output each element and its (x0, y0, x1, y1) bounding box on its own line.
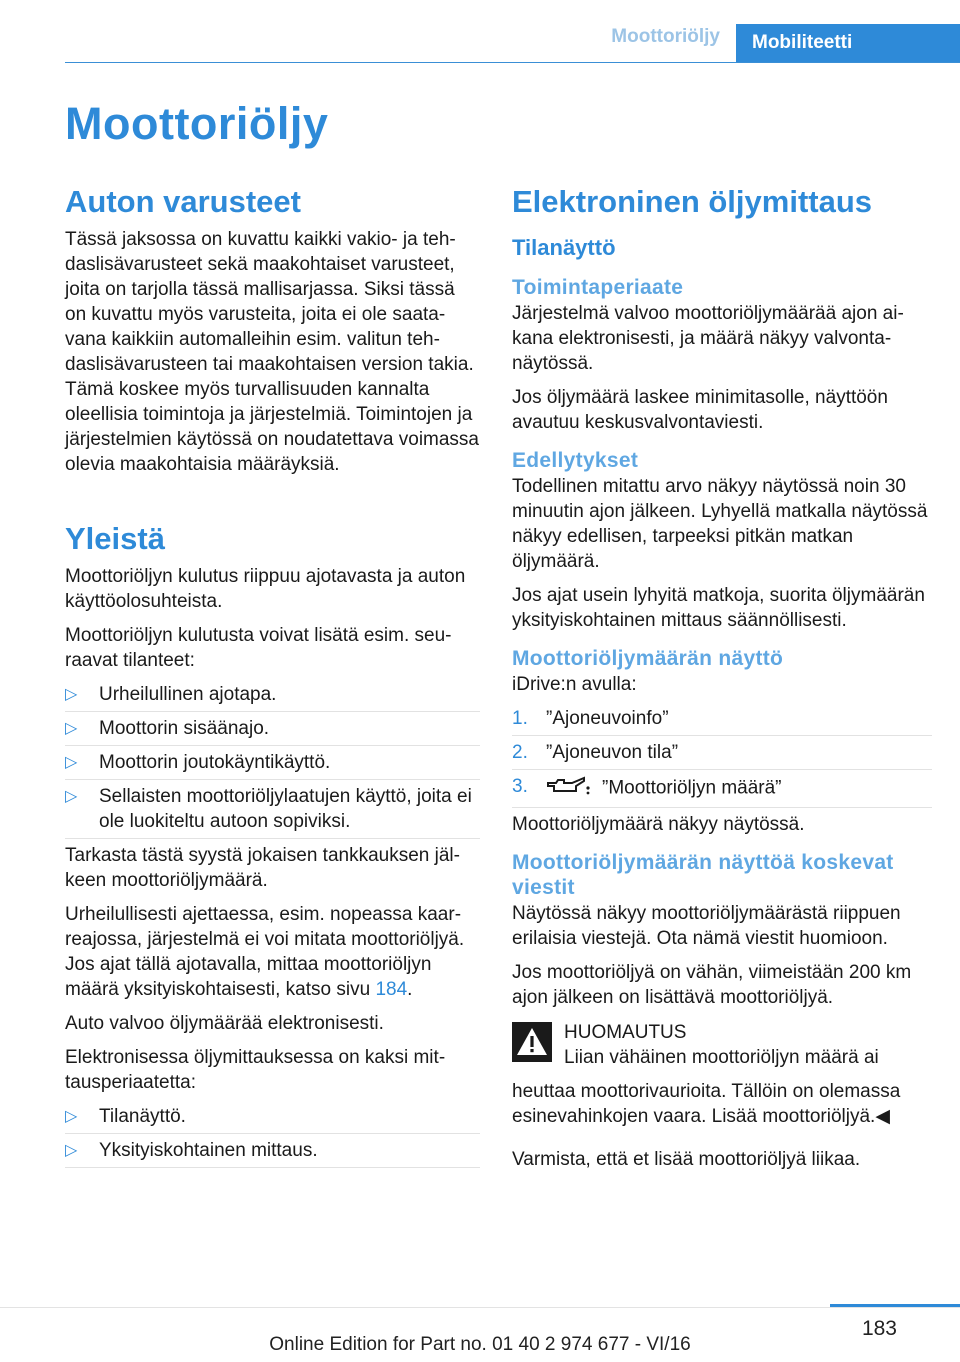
oil-level-display-heading: Moottoriöljymäärän näyttö (512, 647, 784, 670)
bullet-arrow-icon: ▷ (65, 720, 78, 737)
bullet-arrow-icon: ▷ (65, 686, 78, 703)
list-item: ▷ Sellaisten moottoriöljylaatujen käyttö, joita ei ole luokiteltu autoon sopiviksi. (65, 784, 480, 834)
general-paragraph: Auto valvoo öljymäärää elektronisesti. (65, 1013, 384, 1034)
list-item: ▷ Urheilullinen ajotapa. (65, 682, 480, 707)
general-paragraph: Elektronisessa öljymittauksessa on kaksi mittausperiaatetta: (65, 1047, 446, 1093)
idrive-intro: iDrive:n avulla: (512, 674, 637, 695)
status-display-heading: Tilanäyttö (512, 235, 616, 260)
requirements-paragraph: Jos ajat usein lyhyitä matkoja, suorita öljymäärän yksityiskohtainen mittaus säännöllisesti. (512, 585, 925, 631)
section-tab[interactable]: Moottoriöljy (611, 26, 720, 47)
oil-can-icon (546, 774, 592, 803)
footer-accent-bar (830, 1304, 960, 1307)
page-title: Moottoriöljy (65, 98, 329, 149)
bullet-arrow-icon: ▷ (65, 788, 78, 805)
final-paragraph: Varmista, että et lisää moottoriöljyä liikaa. (512, 1149, 861, 1170)
header-divider (65, 62, 960, 63)
general-paragraph: Urheilullisesti ajettaessa, esim. nopeassa kaarreajossa, järjestelmä ei voi mitata moottoriöljyä. Jos ajat tällä ajotavalla, mittaa moottoriöljyn määrä yksityiskohtaisesti, katso sivu 184. (65, 904, 465, 1000)
bullet-arrow-icon: ▷ (65, 1142, 78, 1159)
general-paragraph: Tarkasta tästä syystä jokaisen tankkauksen jälkeen moottoriöljymäärä. (65, 845, 460, 891)
bullet-arrow-icon: ▷ (65, 1108, 78, 1125)
principle-heading: Toimintaperiaate (512, 276, 684, 299)
list-item: 2. ”Ajoneuvon tila” (512, 740, 932, 765)
warning-text-continued: heuttaa moottorivaurioita. Tällöin on olemassa esinevahinkojen vaara. Lisää moottoriöljyä.◀ (512, 1081, 901, 1127)
list-item: 3. ”Moottoriöljyn määrä” (512, 774, 932, 803)
page-number: 183 (861, 1317, 897, 1340)
general-heading: Yleistä (65, 521, 165, 556)
requirements-heading: Edellytykset (512, 449, 639, 472)
consumption-factors-list (65, 682, 480, 834)
left-column (65, 182, 480, 1172)
warning-text: Liian vähäinen moottoriöljyn määrä ai (564, 1047, 879, 1068)
messages-heading: Moottoriöljymäärän näyttöä koskevat viestit (512, 851, 894, 899)
list-item: ▷ Moottorin sisäänajo. (65, 716, 480, 741)
electronic-measurement-heading: Elektroninen öljymittaus (512, 184, 873, 219)
general-paragraph: Moottoriöljyn kulutus riippuu ajotavasta ja auton käyttöolosuhteista. (65, 566, 466, 612)
equipment-heading: Auton varusteet (65, 184, 301, 219)
footer-edition: Online Edition for Part no. 01 40 2 974 677 - VI/16 (269, 1334, 691, 1355)
messages-paragraph: Näytössä näkyy moottoriöljymäärästä riippuen erilaisia viestejä. Ota nämä viestit huomioon. (512, 903, 901, 949)
requirements-paragraph: Todellinen mitattu arvo näkyy näytössä noin 30 minuutin ajon jälkeen. Lyhyellä matkalla näytössä näkyy edellisen, tarpeeksi pitkän matkan öljymäärä. (512, 476, 928, 572)
measurement-principles-list (65, 1104, 480, 1163)
general-paragraph: Moottoriöljyn kulutusta voivat lisätä esim. seuraavat tilanteet: (65, 625, 452, 671)
principle-paragraph: Järjestelmä valvoo moottoriöljymäärää ajon aikana elektronisesti, ja määrä näkyy valvontanäytössä. (512, 303, 904, 374)
principle-paragraph: Jos öljymäärä laskee minimitasolle, näyttöön avautuu keskusvalvontaviesti. (512, 387, 888, 433)
right-column (512, 182, 932, 1181)
bullet-arrow-icon: ▷ (65, 754, 78, 771)
footer-divider (0, 1307, 960, 1308)
equipment-text: Tässä jaksossa on kuvattu kaikki vakio- ja tehdaslisävarusteet sekä maakohtaiset varusteet, joita on tarjolla tässä mallisarjassa. Siksi tässä on kuvattu myös varusteita, joita ei ole saatavana kaikkiin automalleihin esim. valitun tehdaslisävarusteen tai maakohtaisen version takia. Tämä koskee myös turvallisuuden kannalta oleellisia toimintoja ja järjestelmiä. Toimintojen ja järjestelmien käytössä on noudatettava voimassa olevia maakohtaisia määräyksiä. (65, 229, 480, 475)
list-item: ▷ Moottorin joutokäyntikäyttö. (65, 750, 480, 775)
idrive-steps-list (512, 706, 932, 803)
warning-box (512, 1020, 932, 1070)
warning-icon (512, 1022, 552, 1062)
chapter-tab[interactable]: Mobiliteetti (736, 24, 960, 62)
warning-title: HUOMAUTUS (564, 1022, 687, 1043)
page-header (0, 0, 960, 62)
messages-paragraph: Jos moottoriöljyä on vähän, viimeistään 200 km ajon jälkeen on lisättävä moottoriöljyä. (512, 962, 912, 1008)
page-link[interactable]: 184 (375, 979, 408, 1000)
display-result: Moottoriöljymäärä näkyy näytössä. (512, 814, 805, 835)
list-item: ▷ Yksityiskohtainen mittaus. (65, 1138, 480, 1163)
list-item: 1. ”Ajoneuvoinfo” (512, 706, 932, 731)
list-item: ▷ Tilanäyttö. (65, 1104, 480, 1129)
